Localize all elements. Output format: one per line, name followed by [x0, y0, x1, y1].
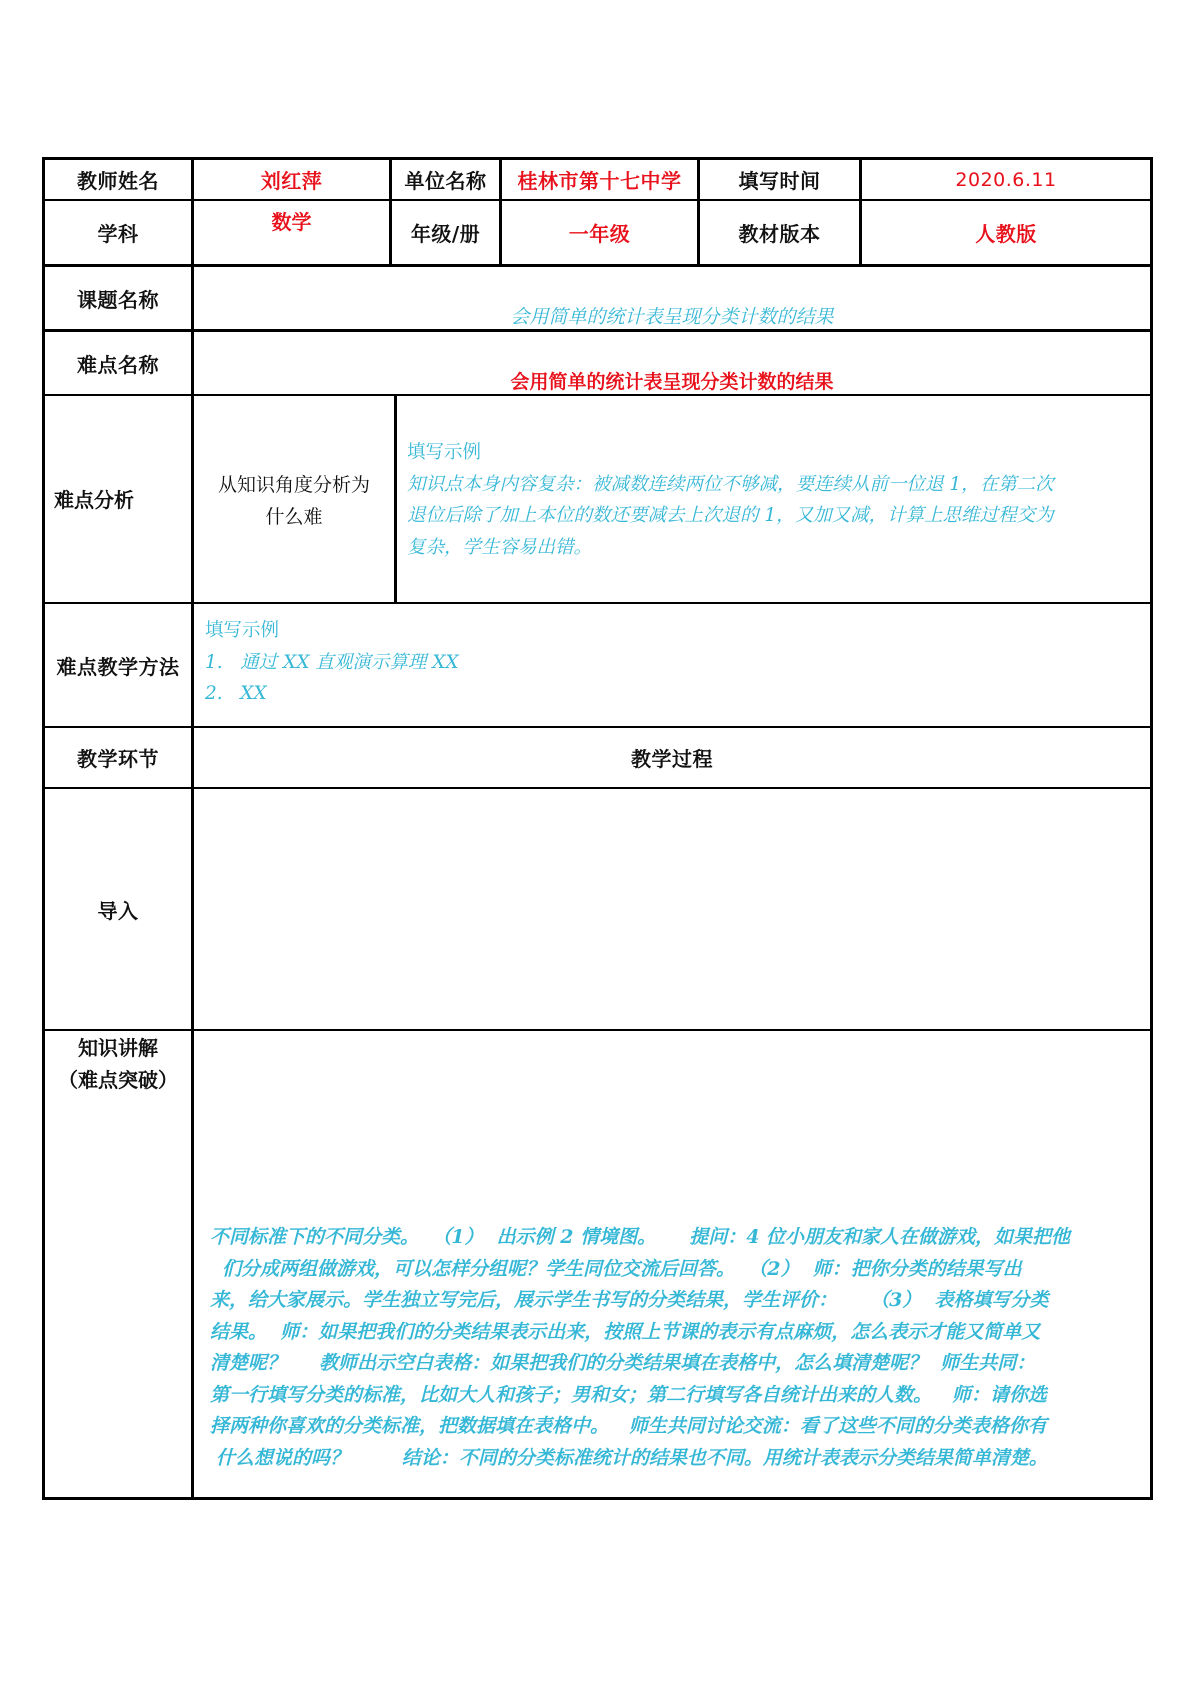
unit-name-label: 单位名称: [404, 169, 487, 193]
method-example-item: 1. 通过 XX 直观演示算理 XX: [205, 651, 459, 673]
column-divider: [394, 395, 397, 603]
method-example: [205, 615, 1105, 710]
analysis-example-line: 知识点本身内容复杂：被减数连续两位不够减，要连续从前一位退 1，在第二次: [407, 473, 1054, 495]
row-divider: [42, 394, 1153, 396]
knowledge-line: 择两种你喜欢的分类标准，把数据填在表格中。 师生共同讨论交流：看了这些不同的分类表格你有: [210, 1415, 1047, 1437]
analysis-sublabel: [194, 469, 394, 533]
method-example-item: 2. XX: [205, 683, 267, 704]
difficulty-label: 难点名称: [77, 352, 159, 377]
analysis-example: [407, 437, 1147, 563]
subject-label: 学科: [97, 222, 139, 246]
teaching-stage-label: 教学环节: [77, 747, 159, 771]
row-divider: [42, 602, 1153, 604]
knowledge-label-line2: （难点突破）: [58, 1068, 178, 1092]
knowledge-label-line1: 知识讲解: [78, 1036, 158, 1060]
knowledge-label: [45, 1032, 191, 1096]
grade-label: 年级/册: [410, 222, 481, 246]
edition-value: 人教版: [975, 222, 1037, 246]
method-example-title: 填写示例: [205, 620, 280, 641]
table-border-right: [1150, 157, 1153, 1500]
fill-date-value: 2020.6.11: [955, 168, 1057, 191]
teacher-name-value: 刘红萍: [260, 169, 323, 193]
row-divider: [42, 787, 1153, 789]
knowledge-line: 清楚呢？ 教师出示空白表格：如果把我们的分类结果填在表格中，怎么填清楚呢？ 师生共同：: [210, 1352, 1036, 1374]
knowledge-line: 结果。 师：如果把我们的分类结果表示出来，按照上节课的表示有点麻烦，怎么表示才能又简单又: [210, 1320, 1041, 1343]
topic-label: 课题名称: [77, 287, 159, 312]
analysis-sublabel-line1: 从知识角度分析为: [217, 474, 370, 496]
knowledge-content: [210, 1222, 1145, 1474]
fill-date-label: 填写时间: [738, 169, 821, 193]
knowledge-line: 们分成两组做游戏，可以怎样分组呢？学生同位交流后回答。 （2） 师：把你分类的结果写出: [222, 1257, 1022, 1280]
topic-value: 会用简单的统计表呈现分类计数的结果: [510, 306, 834, 328]
column-divider: [191, 157, 194, 1500]
table-border-bottom: [42, 1497, 1153, 1500]
analysis-label: 难点分析: [54, 488, 134, 512]
row-divider: [42, 1029, 1153, 1031]
difficulty-value: 会用简单的统计表呈现分类计数的结果: [510, 371, 834, 393]
analysis-example-line: 复杂，学生容易出错。: [407, 536, 593, 558]
knowledge-line: 什么想说的吗？ 结论：不同的分类标准统计的结果也不同。用统计表表示分类结果简单清楚。: [216, 1446, 1048, 1469]
analysis-example-line: 退位后除了加上本位的数还要减去上次退的 1，又加又减，计算上思维过程交为: [407, 505, 1054, 526]
edition-label: 教材版本: [738, 222, 821, 246]
unit-name-value: 桂林市第十七中学: [517, 169, 682, 193]
teaching-process-label: 教学过程: [631, 747, 713, 771]
teacher-name-label: 教师姓名: [77, 169, 159, 193]
grade-value: 一年级: [568, 222, 631, 246]
knowledge-line: 不同标准下的不同分类。 （1） 出示例 2 情境图。 提问：4 位小朋友和家人在做游戏，如果把他: [210, 1226, 1071, 1248]
analysis-example-title: 填写示例: [407, 442, 482, 463]
row-divider: [42, 329, 1153, 332]
row-divider: [42, 264, 1153, 267]
method-label: 难点教学方法: [56, 654, 180, 679]
subject-value: 数学: [271, 210, 312, 234]
knowledge-line: 来，给大家展示。学生独立写完后，展示学生书写的分类结果，学生评价： （3） 表格填写分类: [210, 1289, 1049, 1311]
knowledge-line: 第一行填写分类的标准，比如大人和孩子；男和女；第二行填写各自统计出来的人数。 师：请你选: [210, 1383, 1047, 1406]
analysis-sublabel-line2: 什么难: [265, 506, 323, 528]
intro-label: 导入: [97, 898, 139, 923]
